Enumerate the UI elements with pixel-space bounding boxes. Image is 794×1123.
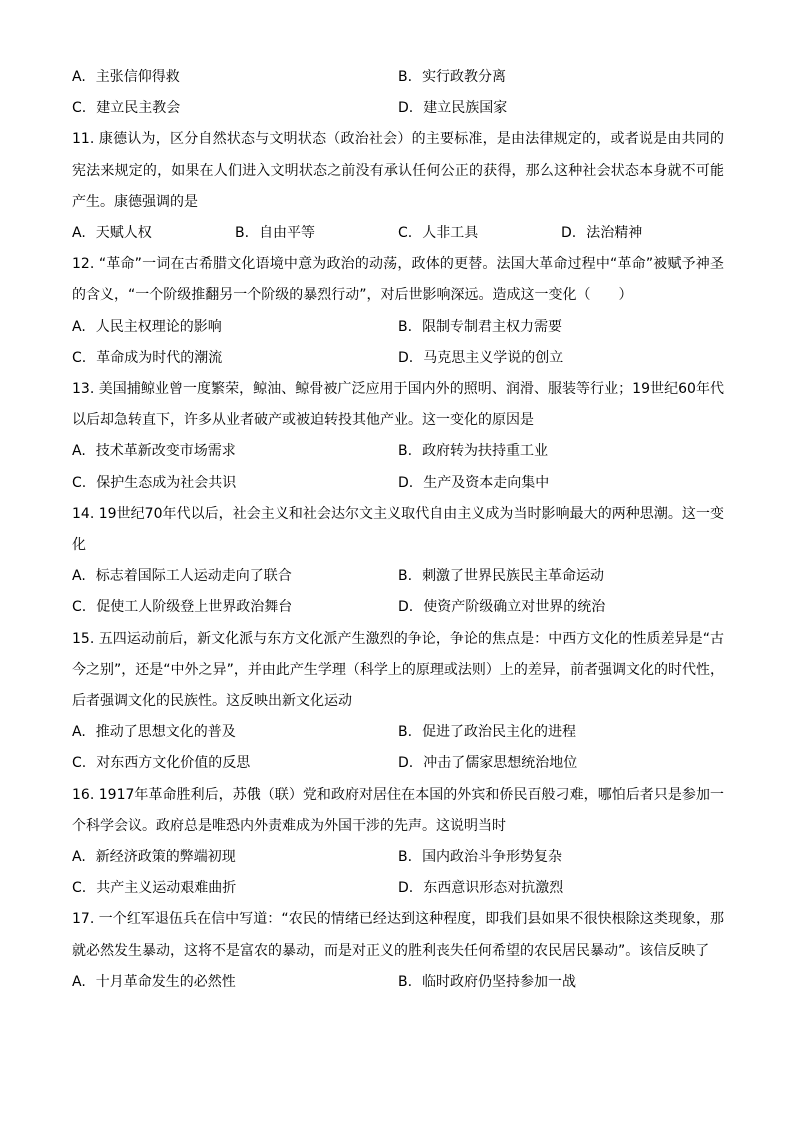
option-letter: D. [398, 349, 414, 366]
option-letter: B. [398, 724, 413, 741]
option-letter: A. [72, 849, 86, 866]
option-letter: C. [398, 225, 413, 242]
option-text: 刺激了世界民族民主革命运动 [422, 568, 605, 585]
option-letter: D. [561, 225, 577, 242]
option-text: 保护生态成为社会共识 [96, 474, 237, 491]
q14-option-c [72, 592, 398, 623]
q15-options [72, 717, 724, 779]
option-text: 限制专制君主权力需要 [422, 318, 563, 335]
q13-option-d [398, 468, 724, 499]
q12-option-b [398, 312, 724, 343]
q15-option-c [72, 748, 398, 779]
q14-option-b [398, 561, 724, 592]
option-text: 政府转为扶持重工业 [422, 443, 549, 460]
option-letter: D. [398, 474, 414, 491]
q16-option-c [72, 873, 398, 904]
option-letter: A. [72, 568, 86, 585]
option-text: 人非工具 [422, 225, 479, 242]
option-text: 马克思主义学说的创立 [423, 349, 564, 366]
option-text: 主张信仰得救 [95, 69, 180, 85]
option-letter: C. [72, 880, 87, 897]
q10-option-c [72, 93, 398, 124]
q10-option-d [398, 93, 724, 124]
option-letter: B. [398, 849, 413, 866]
option-letter: C. [72, 599, 87, 616]
option-letter: D. [398, 880, 414, 897]
option-text: 新经济政策的弊端初现 [95, 849, 236, 866]
q12-option-d [398, 343, 724, 374]
option-text: 革命成为时代的潮流 [96, 349, 223, 366]
q16-stem: 16. 1917年革命胜利后，苏俄（联）党和政府对居住在本国的外宾和侨民百般刁难，哪怕后者只是参加一个科学会议。政府总是唯恐内外责难成为外国干涉的先声。这说明当时 [72, 786, 724, 834]
q16-option-b [398, 842, 724, 873]
option-text: 人民主权理论的影响 [95, 318, 222, 335]
q16-option-a [72, 842, 398, 873]
option-text: 天赋人权 [95, 225, 152, 242]
q13-option-a [72, 436, 398, 467]
q17-stem: 17. 一个红军退伍兵在信中写道：“农民的情绪已经达到这种程度，即我们县如果不很快根除这类现象，那就必然发生暴动，这将不是富农的暴动，而是对正义的胜利丧失任何希望的农民居民暴动”。该信反映了 [72, 911, 724, 959]
option-text: 标志着国际工人运动走向了联合 [95, 568, 292, 585]
option-text: 东西意识形态对抗激烈 [423, 880, 564, 897]
option-letter: B. [398, 443, 413, 460]
q12-options [72, 312, 724, 374]
q11-options [72, 218, 724, 249]
q11-option-c [398, 218, 561, 249]
q12-option-c [72, 343, 398, 374]
q13-options [72, 436, 724, 498]
q13-stem: 13. 美国捕鲸业曾一度繁荣，鲸油、鲸骨被广泛应用于国内外的照明、润滑、服装等行业；19世纪60年代以后却急转直下，许多从业者破产或被迫转投其他产业。这一变化的原因是 [72, 381, 724, 429]
q13-option-b [398, 436, 724, 467]
option-letter: D. [398, 599, 414, 616]
q12-option-a [72, 312, 398, 343]
option-text: 十月革命发生的必然性 [95, 973, 236, 990]
option-letter: D. [398, 755, 414, 772]
option-letter: C. [72, 755, 87, 772]
option-letter: C. [72, 100, 87, 117]
q14-option-d [398, 592, 724, 623]
option-letter: A. [72, 318, 86, 335]
option-text: 促进了政治民主化的进程 [422, 724, 577, 741]
option-text: 冲击了儒家思想统治地位 [423, 755, 578, 772]
q15-stem: 15. 五四运动前后，新文化派与东方文化派产生激烈的争论，争论的焦点是：中西方文化的性质差异是“古今之别”，还是“中外之异”，并由此产生学理（科学上的原理或法则）上的差异，前者强调文化的时代性，后者强调文化的民族性。这反映出新文化运动 [72, 630, 724, 710]
q15-option-d [398, 748, 724, 779]
option-letter: B. [398, 318, 413, 335]
option-text: 建立民族国家 [423, 100, 508, 117]
option-text: 实行政教分离 [422, 69, 507, 85]
q15-option-b [398, 717, 724, 748]
q17-option-b [398, 967, 724, 998]
q11-option-b [235, 218, 398, 249]
option-letter: A. [72, 225, 86, 242]
q14-option-a [72, 561, 398, 592]
option-letter: B. [398, 973, 413, 990]
option-letter: B. [398, 69, 413, 85]
option-text: 促使工人阶级登上世界政治舞台 [96, 599, 293, 616]
q11-stem: 11. 康德认为，区分自然状态与文明状态（政治社会）的主要标准，是由法律规定的，或者说是由共同的宪法来规定的，如果在人们进入文明状态之前没有承认任何公正的获得，那么这种社会状态本身就不可能产生。康德强调的是 [72, 131, 724, 210]
option-text: 共产主义运动艰难曲折 [96, 880, 237, 897]
exam-content [72, 62, 724, 998]
option-letter: B. [398, 568, 413, 585]
option-text: 对东西方文化价值的反思 [96, 755, 251, 772]
q15-option-a [72, 717, 398, 748]
q12-stem: 12. “革命”一词在古希腊文化语境中意为政治的动荡，政体的更替。法国大革命过程中“革命”被赋予神圣的含义，“一个阶级推翻另一个阶级的暴烈行动”，对后世影响深远。造成这一变化（ ） [72, 256, 724, 304]
option-text: 生产及资本走向集中 [423, 474, 550, 491]
option-text: 临时政府仍坚持参加一战 [422, 973, 577, 990]
option-text: 建立民主教会 [96, 100, 181, 117]
option-text: 自由平等 [259, 225, 316, 242]
option-text: 国内政治斗争形势复杂 [422, 849, 563, 866]
option-letter: D. [398, 100, 414, 117]
option-letter: A. [72, 724, 86, 741]
q16-option-d [398, 873, 724, 904]
q17-option-a [72, 967, 398, 998]
option-letter: A. [72, 443, 86, 460]
q11-option-d [561, 218, 724, 249]
q16-options [72, 842, 724, 904]
option-text: 技术革新改变市场需求 [95, 443, 236, 460]
q17-options [72, 967, 724, 998]
q10-option-a [72, 62, 398, 93]
q13-option-c [72, 468, 398, 499]
option-letter: A. [72, 973, 86, 990]
q14-options [72, 561, 724, 623]
option-letter: A. [72, 69, 86, 85]
option-letter: C. [72, 474, 87, 491]
q10-option-b [398, 62, 724, 93]
option-letter: C. [72, 349, 87, 366]
q14-stem: 14. 19世纪70年代以后，社会主义和社会达尔文主义取代自由主义成为当时影响最大的两种思潮。这一变化 [72, 505, 724, 554]
q10-options [72, 62, 724, 124]
option-text: 推动了思想文化的普及 [95, 724, 236, 741]
option-text: 法治精神 [586, 225, 643, 242]
q11-option-a [72, 218, 235, 249]
option-letter: B. [235, 225, 250, 242]
option-text: 使资产阶级确立对世界的统治 [423, 599, 606, 616]
